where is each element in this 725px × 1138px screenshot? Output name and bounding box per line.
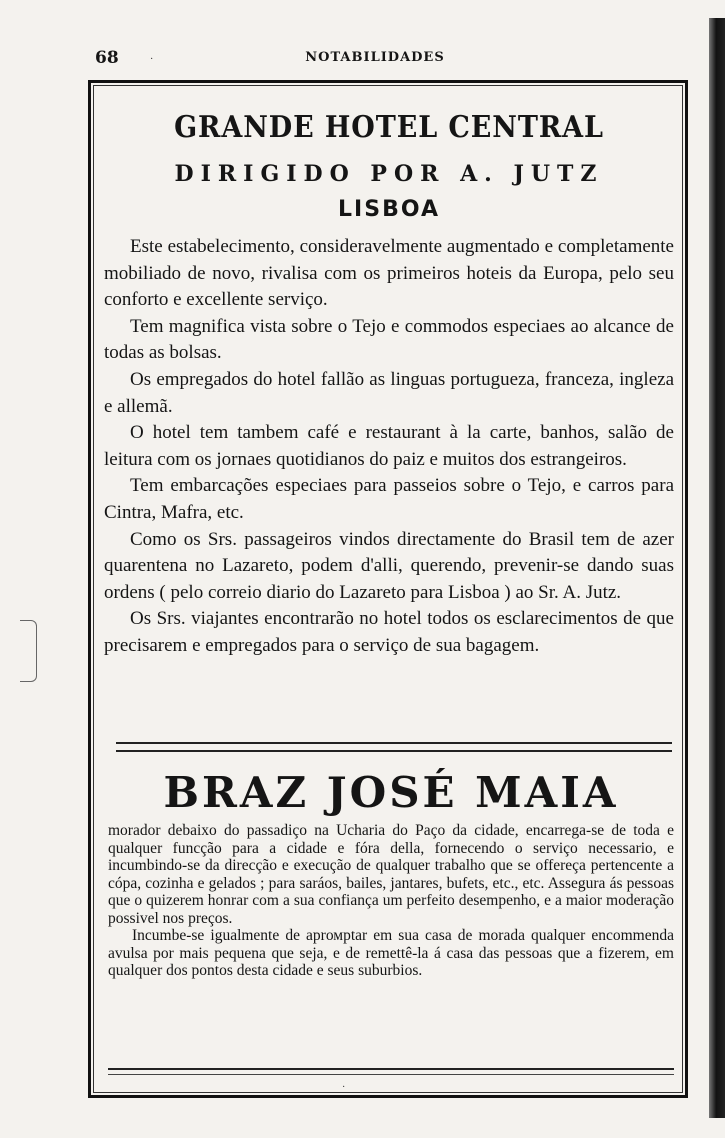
maia-paragraph: Incumbe-se igualmente de aprомptar em sua casa de morada qualquer encommenda avulsa por mais pequena que seja, e de remettê-la á casa das pessoas que a fizerem, em qualquer dos pontos desta cidade e seus suburbios.: [108, 927, 674, 979]
hotel-title: GRANDE HOTEL CENTRAL: [174, 110, 604, 145]
page-header: [95, 48, 655, 74]
running-head: NOTABILIDADES: [305, 50, 445, 65]
hotel-paragraph: O hotel tem tambem café e restaurant à la carte, banhos, salão de leitura com os jornaes quotidianos do paiz e muitos dos estrangeiros.: [104, 422, 674, 470]
hotel-description: [104, 234, 674, 660]
print-speck: ·: [150, 54, 154, 65]
hotel-city: LISBOA: [338, 197, 440, 222]
page-number: 68: [95, 48, 119, 68]
bottom-rule: [108, 1068, 674, 1075]
hotel-paragraph: Tem embarcações especiaes para passeios sobre o Tejo, e carros para Cintra, Mafra, etc.: [104, 475, 674, 523]
hotel-paragraph: Tem magnifica vista sobre o Tejo e commodos especiaes ao alcance de todas as bolsas.: [104, 315, 674, 364]
maia-title: BRAZ JOSÉ MAIA: [163, 768, 619, 817]
hotel-paragraph: Este estabelecimento, consideravelmente augmentado e completamente mobiliado de novo, rivalisa com os primeiros hoteis da Europa, pelo seu conforto e excellente serviço.: [104, 236, 674, 311]
hotel-paragraph: Os empregados do hotel fallão as linguas portugueza, franceza, ingleza e allemã.: [104, 368, 674, 417]
hotel-advertisement: [104, 108, 674, 660]
print-speck: ·: [342, 1082, 346, 1093]
hotel-paragraph: Como os Srs. passageiros vindos directamente do Brasil tem de azer quarentena no Lazareto, podem d'alli, querendo, prevenir-se dando suas ordens ( pelo correio diario do Lazareto para Lisboa ) ao Sr. A. Jutz.: [104, 528, 674, 603]
section-divider: [116, 742, 672, 752]
maia-description: [108, 822, 674, 980]
book-spine-edge: [709, 18, 725, 1118]
hotel-director: DIRIGIDO POR A. JUTZ: [174, 161, 604, 187]
hotel-paragraph: Os Srs. viajantes encontrarão no hotel todos os esclarecimentos de que precisarem e empregados para o serviço de sua bagagem.: [104, 608, 674, 656]
maia-advertisement: [108, 766, 674, 980]
maia-paragraph: morador debaixo do passadiço na Ucharia do Paço da cidade, encarrega-se de toda e qualquer funcção para a cidade e fóra della, fornecendo o serviço necessario, e incumbindo-se da direcção e execução de qualquer trabalho que se offereça pertencente a cópa, cozinha e gelados ; para saráos, bailes, jantares, bufets, etc., etc. Assegura ás pessoas que o quizerem honrar com a sua confiança um perfeito desempenho, e a maior moderação possivel nos preços.: [108, 822, 674, 927]
margin-mark: [20, 620, 37, 682]
